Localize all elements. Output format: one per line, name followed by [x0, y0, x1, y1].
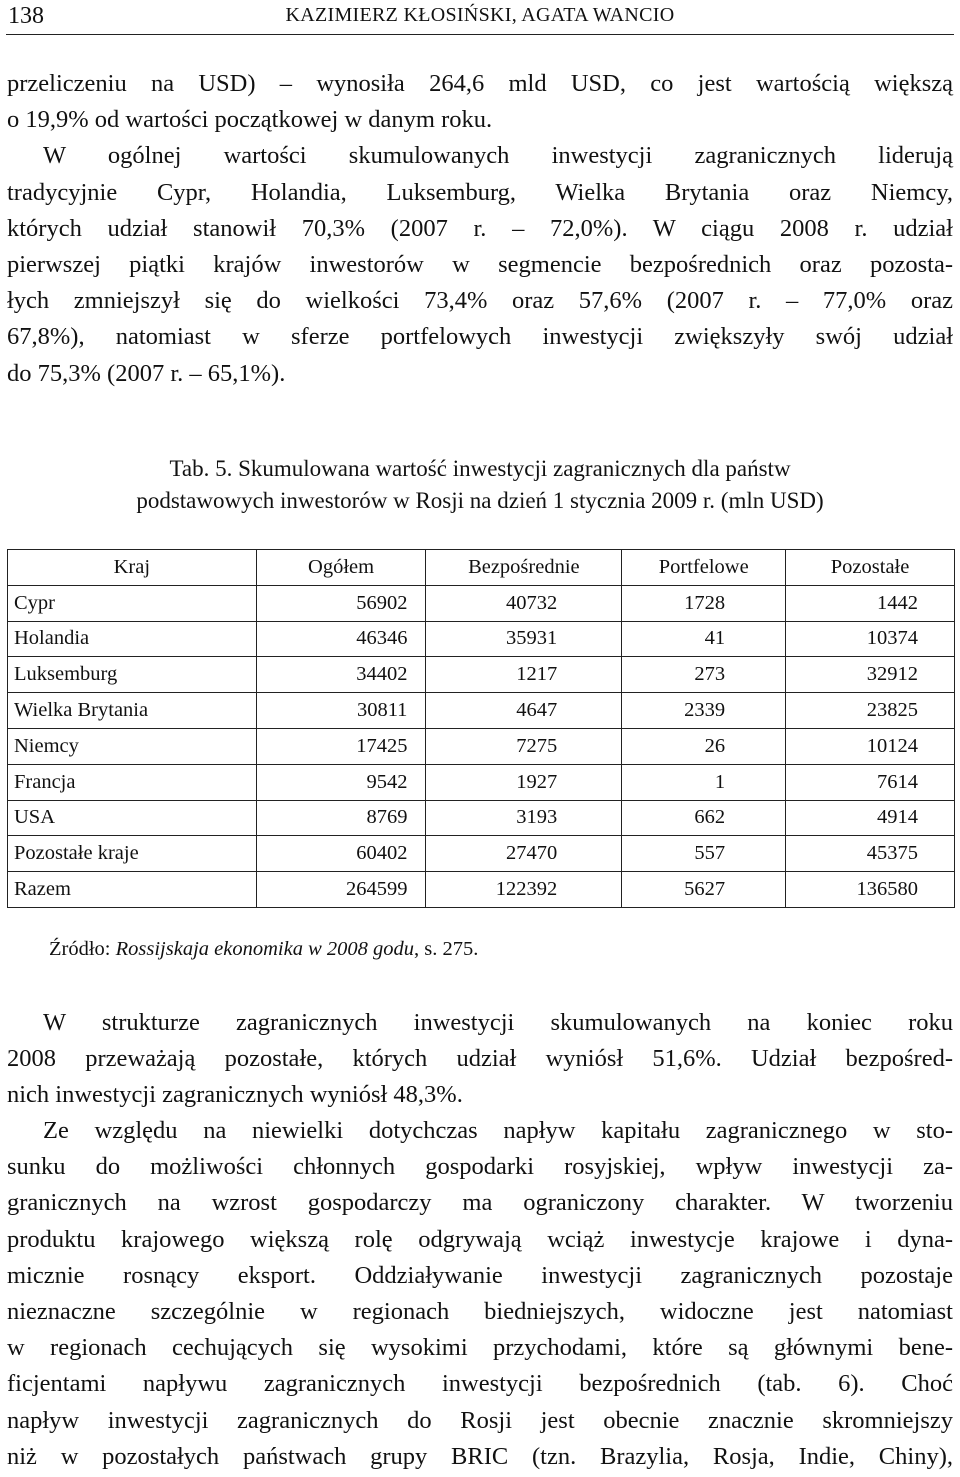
table-row: [8, 728, 955, 764]
table-cell: 41: [622, 621, 786, 657]
caption-line: podstawowych inwestorów w Rosji na dzień 1 stycznia 2009 r. (mln USD): [136, 488, 824, 513]
table-cell: 273: [622, 657, 786, 693]
text-line: do 75,3% (2007 r. – 65,1%).: [7, 359, 286, 387]
table-cell: 56902: [256, 585, 426, 621]
table-cell: 4914: [786, 800, 955, 836]
table-cell: 60402: [256, 836, 426, 872]
text-line: produktu krajowego większą rolę odgrywają wciąż inwestycje krajowe i dyna-: [7, 1225, 953, 1253]
text-line: napływ inwestycji zagranicznych do Rosji jest obecnie znacznie skromniejszy: [7, 1406, 953, 1434]
table-cell: 7614: [786, 764, 955, 800]
table-cell: 35931: [426, 621, 622, 657]
table-cell: 7275: [426, 728, 622, 764]
caption-line: Tab. 5. Skumulowana wartość inwestycji zagranicznych dla państw: [169, 456, 791, 481]
column-header: Ogółem: [256, 550, 426, 586]
text-line: których udział stanowił 70,3% (2007 r. – 72,0%). W ciągu 2008 r. udział: [7, 214, 953, 242]
text-line: przeliczeniu na USD) – wynosiła 264,6 mld USD, co jest wartością większą: [7, 70, 953, 97]
table-cell: 34402: [256, 657, 426, 693]
source-label: Źródło:: [49, 938, 116, 960]
table-row: [8, 836, 955, 872]
table-cell: 32912: [786, 657, 955, 693]
text-line: pierwszej piątki krajów inwestorów w segmencie bezpośrednich oraz pozosta-: [7, 251, 953, 279]
text-line: sunku do możliwości chłonnych gospodarki rosyjskiej, wpływ inwestycji za-: [7, 1153, 953, 1181]
table-cell: Luksemburg: [8, 657, 257, 693]
table-row: [8, 693, 955, 729]
text-line: granicznych na wzrost gospodarczy ma ograniczony charakter. W tworzeniu: [7, 1189, 953, 1217]
table-cell: 46346: [256, 621, 426, 657]
table-cell: Cypr: [8, 585, 257, 621]
table-cell: 10374: [786, 621, 955, 657]
column-header: Pozostałe: [786, 550, 955, 586]
table-cell: Wielka Brytania: [8, 693, 257, 729]
table-row: [8, 657, 955, 693]
table-cell: 9542: [256, 764, 426, 800]
paragraph-1: [7, 66, 953, 392]
table-cell: Francja: [8, 764, 257, 800]
table-cell: 40732: [426, 585, 622, 621]
table-cell: 45375: [786, 836, 955, 872]
page-number: 138: [8, 3, 44, 29]
table-cell: 136580: [786, 872, 955, 908]
table-cell: Niemcy: [8, 728, 257, 764]
investment-table: [7, 549, 955, 908]
text-line: 2008 przeważają pozostałe, których udział wyniósł 51,6%. Udział bezpośred-: [7, 1045, 953, 1073]
table-cell: 662: [622, 800, 786, 836]
running-head: KAZIMIERZ KŁOSIŃSKI, AGATA WANCIO: [285, 4, 675, 26]
table-source: [49, 938, 478, 961]
text-line: nieznaczne szczególnie w regionach biedniejszych, widoczne jest natomiast: [7, 1298, 953, 1326]
table-cell: 122392: [426, 872, 622, 908]
table-row: [8, 585, 955, 621]
source-suffix: , s. 275.: [414, 938, 479, 960]
text-line: Ze względu na niewielki dotychczas napływ kapitału zagranicznego w sto-: [43, 1117, 953, 1144]
table-cell: 264599: [256, 872, 426, 908]
table-cell: Holandia: [8, 621, 257, 657]
table-header-row: [8, 550, 955, 586]
text-line: micznie rosnący eksport. Oddziaływanie inwestycji zagranicznych pozostaje: [7, 1261, 953, 1289]
table-cell: 2339: [622, 693, 786, 729]
table-cell: 23825: [786, 693, 955, 729]
column-header: Portfelowe: [622, 550, 786, 586]
table-cell: 27470: [426, 836, 622, 872]
table-cell: 1442: [786, 585, 955, 621]
table-cell: USA: [8, 800, 257, 836]
page-header: [6, 0, 954, 35]
table-cell: 5627: [622, 872, 786, 908]
table-cell: 26: [622, 728, 786, 764]
text-line: ficjentami napływu zagranicznych inwestycji bezpośrednich (tab. 6). Choć: [7, 1370, 953, 1398]
text-line: 67,8%), natomiast w sferze portfelowych inwestycji zwiększyły swój udział: [7, 323, 953, 351]
table-cell: Pozostałe kraje: [8, 836, 257, 872]
table-cell: 3193: [426, 800, 622, 836]
table-cell: 10124: [786, 728, 955, 764]
table-cell: 8769: [256, 800, 426, 836]
text-line: nich inwestycji zagranicznych wyniósł 48,3%.: [7, 1081, 463, 1109]
table-cell: 1: [622, 764, 786, 800]
table-cell: 1927: [426, 764, 622, 800]
table-cell: Razem: [8, 872, 257, 908]
table-cell: 1217: [426, 657, 622, 693]
column-header: Kraj: [8, 550, 257, 586]
table-cell: 4647: [426, 693, 622, 729]
text-line: niż w pozostałych państwach grupy BRIC (tzn. Brazylia, Rosja, Indie, Chiny),: [7, 1442, 953, 1470]
text-line: o 19,9% od wartości początkowej w danym roku.: [7, 106, 493, 134]
table-cell: 1728: [622, 585, 786, 621]
text-line: tradycyjnie Cypr, Holandia, Luksemburg, Wielka Brytania oraz Niemcy,: [7, 178, 953, 206]
table-row-total: [8, 872, 955, 908]
source-title: Rossijskaja ekonomika w 2008 godu: [115, 938, 414, 960]
paragraph-3: [7, 1113, 953, 1475]
table-cell: 557: [622, 836, 786, 872]
column-header: Bezpośrednie: [426, 550, 622, 586]
table-cell: 30811: [256, 693, 426, 729]
table-row: [8, 764, 955, 800]
table-caption: [0, 453, 960, 517]
table-row: [8, 621, 955, 657]
text-line: łych zmniejszył się do wielkości 73,4% oraz 57,6% (2007 r. – 77,0% oraz: [7, 287, 953, 315]
text-line: W strukturze zagranicznych inwestycji skumulowanych na koniec roku: [43, 1009, 953, 1036]
table-cell: 17425: [256, 728, 426, 764]
text-line: W ogólnej wartości skumulowanych inwestycji zagranicznych liderują: [43, 142, 953, 170]
text-line: w regionach cechujących się wysokimi przychodami, które są głównymi bene-: [7, 1334, 953, 1362]
paragraph-2: [7, 1005, 953, 1114]
table-row: [8, 800, 955, 836]
